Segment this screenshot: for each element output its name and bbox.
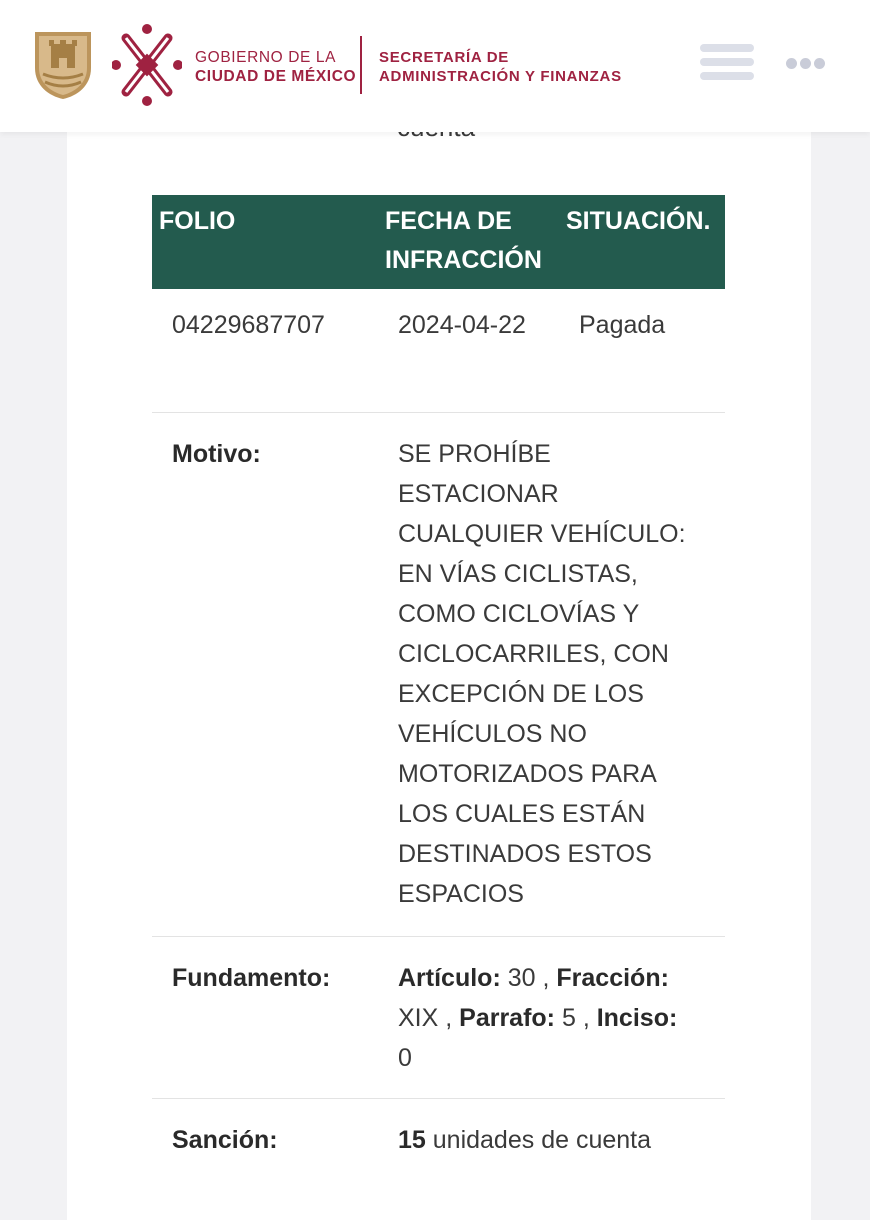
articulo-label: Artículo: — [398, 964, 501, 992]
motivo-row — [152, 413, 725, 937]
secretaria-name-line2: ADMINISTRACIÓN Y FINANZAS — [379, 68, 622, 85]
secretaria-name-line1: SECRETARÍA DE — [379, 49, 509, 66]
articulo-value: 30 — [507, 964, 536, 992]
site-header — [0, 0, 870, 132]
situacion-value: Pagada — [579, 311, 666, 339]
table-header — [152, 195, 725, 289]
folio-value: 04229687707 — [172, 311, 325, 339]
hamburger-menu-icon[interactable] — [700, 44, 754, 84]
motivo-label: Motivo: — [172, 440, 261, 468]
parrafo-value: 5 — [561, 1004, 576, 1032]
inciso-value: 0 — [398, 1044, 412, 1072]
secretaria-name — [379, 48, 622, 86]
fraccion-label: Fracción: — [556, 964, 669, 992]
sancion-row — [152, 1099, 725, 1199]
fundamento-label: Fundamento: — [172, 964, 331, 992]
motivo-text: SE PROHÍBE ESTACIONAR CUALQUIER VEHÍCULO: EN VÍAS CICLISTAS, COMO CICLOVÍAS Y CICLOCARRILES, CON EXCEPCIÓN DE LOS VEHÍCULOS NO MOTORIZADOS PARA LOS CUALES ESTÁN DESTINADOS ESTOS ESPACIOS — [398, 440, 686, 908]
column-header-folio: FOLIO — [159, 207, 236, 235]
fecha-value: 2024-04-22 — [398, 311, 526, 339]
fundamento-value: Artículo: 30 , Fracción: XIX , Parrafo: 5 , Inciso: 0 — [398, 964, 678, 1072]
cdmx-x-logo[interactable] — [112, 24, 182, 106]
sancion-value — [398, 1120, 718, 1160]
more-options-icon[interactable] — [786, 56, 832, 72]
column-header-fecha: FECHA DE INFRACCIÓN — [385, 207, 542, 274]
inciso-label: Inciso: — [596, 1004, 678, 1032]
table-row — [152, 289, 725, 413]
sancion-amount: 15 — [398, 1126, 426, 1154]
fundamento-row — [152, 937, 725, 1099]
header-divider — [360, 36, 362, 94]
government-name-line2: CIUDAD DE MÉXICO — [195, 68, 357, 85]
fraccion-value: XIX — [398, 1004, 439, 1032]
sancion-label: Sanción: — [172, 1126, 278, 1154]
government-name — [195, 48, 356, 86]
government-name-line1: GOBIERNO DE LA — [195, 49, 337, 66]
parrafo-label: Parrafo: — [459, 1004, 556, 1032]
sancion-unit: unidades de cuenta — [432, 1126, 652, 1154]
infraction-card — [67, 90, 811, 1220]
column-header-situacion: SITUACIÓN. — [566, 207, 711, 235]
cdmx-coat-of-arms-logo[interactable] — [33, 30, 93, 100]
infraction-table — [152, 195, 725, 1199]
